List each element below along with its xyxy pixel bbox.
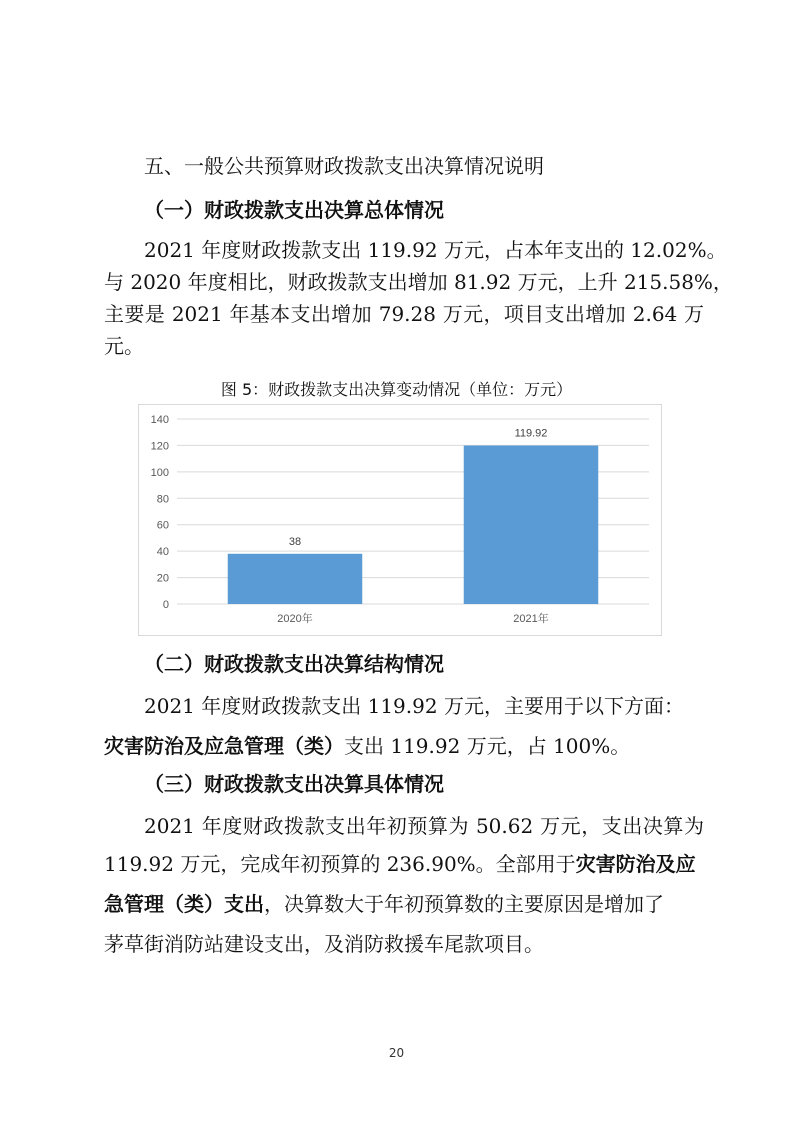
chart-svg [139,405,661,635]
data-label: 38 [288,535,302,548]
bar [228,554,363,604]
part2-category-rest: 支出 119.92 万元，占 100%。 [344,734,631,758]
part3-line-1: 2021 年度财政拨款支出年初预算为 50.62 万元，支出决算为 [144,814,704,838]
part1-line-4: 元。 [104,334,144,358]
y-tick-label: 100 [150,466,169,479]
part3-line2-normal: 119.92 万元，完成年初预算的 236.90%。全部用于 [104,852,576,876]
part3-line-3 [104,890,704,918]
part3-line2-bold: 灾害防治及应 [575,852,696,876]
part1-line-1: 2021 年度财政拨款支出 119.92 万元，占本年支出的 12.02%。 [144,238,727,262]
y-tick-label: 40 [156,546,169,559]
x-tick-label: 2021年 [513,613,549,625]
y-tick-label: 0 [162,599,169,611]
bar-chart [138,404,662,636]
part2-line-1: 2021 年度财政拨款支出 119.92 万元，主要用于以下方面： [144,694,684,718]
y-tick-label: 60 [156,519,169,532]
y-tick-label: 20 [156,572,169,585]
part2-line-2 [104,732,704,760]
part2-category-bold: 灾害防治及应急管理（类） [104,734,344,758]
bar [464,446,599,604]
figure-caption: 图 5：财政拨款支出决算变动情况（单位：万元） [220,380,573,399]
x-tick-label: 2020年 [277,613,313,625]
part3-line3-rest: ，决算数大于年初预算数的主要原因是增加了 [264,892,664,916]
part3-heading: （三）财政拨款支出决算具体情况 [144,772,444,796]
part3-line3-bold: 急管理（类）支出 [104,892,264,916]
y-tick-label: 140 [150,414,169,426]
y-tick-label: 80 [156,493,169,506]
part3-line-4: 茅草街消防站建设支出，及消防救援车尾款项目。 [104,932,544,956]
section-title: 五、一般公共预算财政拨款支出决算情况说明 [144,154,544,178]
part1-line-2: 与 2020 年度相比，财政拨款支出增加 81.92 万元，上升 215.58%， [104,270,733,294]
data-label: 119.92 [514,427,548,440]
page-number: 20 [388,1046,405,1060]
y-tick-label: 120 [150,440,169,453]
part2-heading: （二）财政拨款支出决算结构情况 [144,652,444,676]
part3-line-2 [104,850,704,878]
part1-heading: （一）财政拨款支出决算总体情况 [144,198,444,222]
part1-line-3: 主要是 2021 年基本支出增加 79.28 万元，项目支出增加 2.64 万 [104,302,704,326]
